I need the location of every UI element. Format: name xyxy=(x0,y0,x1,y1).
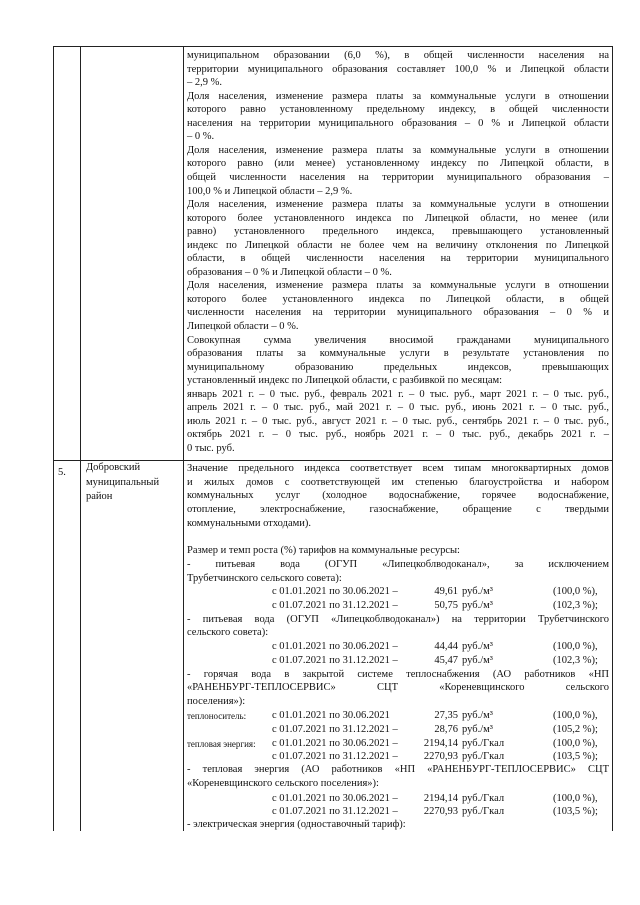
text-line: населения на территории муниципального образования – 0 % и Липецкой области xyxy=(187,117,609,129)
tariff-growth: (100,0 %), xyxy=(553,710,598,721)
tariff-growth: (103,5 %); xyxy=(553,806,598,817)
text-line: – 2,9 %. xyxy=(187,77,222,89)
text-line: 100,0 % и Липецкой области – 2,9 %. xyxy=(187,185,353,197)
tariff-unit: руб./м³ xyxy=(462,655,493,666)
text-line: которого равно (или менее) установленному индексу по Липецкой области, в xyxy=(187,158,609,170)
text-line: октябрь 2021 г. – 0 тыс. руб., ноябрь 2021 г. – 0 тыс. руб., декабрь 2021 г. – xyxy=(187,429,609,441)
text-line: «РАНЕНБУРГ-ТЕПЛОСЕРВИС» СЦТ «Кореневщинского сельского xyxy=(187,682,609,694)
tariff-period: с 01.07.2021 по 31.12.2021 – xyxy=(272,724,398,735)
text-line: Доля населения, изменение размера платы за коммунальные услуги в отношении xyxy=(187,90,609,102)
text-line: индекс по Липецкой области не более чем на величину отклонения по Липецкой xyxy=(187,239,609,251)
tariff-period: с 01.01.2021 по 30.06.2021 – xyxy=(272,793,398,804)
text-line: коммунальными отходами). xyxy=(187,517,312,529)
tariff-value: 50,75 xyxy=(434,600,458,611)
text-line: установленный индекс по Липецкой области, с разбивкой по месяцам: xyxy=(187,375,503,387)
tariff-unit: руб./м³ xyxy=(462,724,493,735)
tariff-value: 2270,93 xyxy=(423,751,458,762)
district-name: Добровский муниципальный район xyxy=(86,462,160,502)
text-line: Доля населения, изменение размера платы за коммунальные услуги в отношении xyxy=(187,144,609,156)
tariff-growth: (100,0 %), xyxy=(553,793,598,804)
text-line: - электрическая энергия (одноставочный тариф): xyxy=(187,819,406,831)
table-border-col2 xyxy=(183,46,184,831)
tariff-value: 2194,14 xyxy=(423,793,458,804)
tariff-value: 27,35 xyxy=(434,710,458,721)
tariff-growth: (102,3 %); xyxy=(553,655,598,666)
text-line: численности населения на территории муниципального образования – 0 % и xyxy=(187,307,609,319)
text-line: апрель 2021 г. – 0 тыс. руб., май 2021 г. – 0 тыс. руб., июнь 2021 г. – 0 тыс. руб., xyxy=(187,402,609,414)
text-line: территории муниципального образования составляет 100,0 % и Липецкой области xyxy=(187,63,609,75)
tariff-unit: руб./м³ xyxy=(462,600,493,611)
tariff-period: с 01.07.2021 по 31.12.2021 – xyxy=(272,806,398,817)
table-border-right xyxy=(612,46,613,831)
text-line: июль 2021 г. – 0 тыс. руб., август 2021 г. – 0 тыс. руб., сентябрь 2021 г. – 0 тыс. руб., xyxy=(187,415,609,427)
text-line: Совокупная сумма увеличения вносимой гражданами муниципального xyxy=(187,334,609,346)
tariff-growth: (100,0 %), xyxy=(553,738,598,749)
tariff-value: 28,76 xyxy=(434,724,458,735)
tariff-label: тепловая энергия: xyxy=(187,739,256,749)
text-line: 0 тыс. руб. xyxy=(187,442,235,454)
text-line: равно) установленного предельного индекса, превышающего установленный xyxy=(187,226,609,238)
text-line: - питьевая вода (ОГУП «Липецкоблводоканал», за исключением xyxy=(187,558,609,570)
tariff-period: с 01.01.2021 по 30.06.2021 – xyxy=(272,586,398,597)
tariff-unit: руб./Гкал xyxy=(462,738,505,749)
tariff-period: с 01.01.2021 по 30.06.2021 – xyxy=(272,738,398,749)
tariff-growth: (100,0 %), xyxy=(553,641,598,652)
text-line: Липецкой области – 0 %. xyxy=(187,321,299,332)
tariff-unit: руб./м³ xyxy=(462,641,493,652)
tariff-label: теплоноситель: xyxy=(187,711,247,721)
tariff-value: 45,47 xyxy=(434,655,458,666)
text-line: Доля населения, изменение размера платы за коммунальные услуги в отношении xyxy=(187,199,609,211)
tariff-unit: руб./Гкал xyxy=(462,751,505,762)
tariff-growth: (105,2 %); xyxy=(553,724,598,735)
text-line: Доля населения, изменение размера платы за коммунальные услуги в отношении xyxy=(187,280,609,292)
text-line: общей численности населения на территории муниципального образования – xyxy=(187,171,609,183)
text-line: образования платы за коммунальные услуги в результате установления по xyxy=(187,348,609,360)
text-line: сельского совета): xyxy=(187,627,269,639)
text-line: - тепловая энергия (АО работников «НП «РАНЕНБУРГ-ТЕПЛОСЕРВИС» СЦТ xyxy=(187,764,609,776)
text-line: которого более установленного индекса по Липецкой области, в общей xyxy=(187,293,609,305)
row-number: 5. xyxy=(58,467,66,478)
text-line: Значение предельного индекса соответствует всем типам многоквартирных домов xyxy=(187,463,609,474)
tariff-period: с 01.01.2021 по 30.06.2021 xyxy=(272,710,390,721)
tariff-value: 2194,14 xyxy=(423,738,458,749)
tariff-unit: руб./м³ xyxy=(462,586,493,597)
text-line: коммунальных услуг (холодное водоснабжение, горячее водоснабжение, xyxy=(187,490,609,502)
text-line: Трубетчинского сельского совета): xyxy=(187,572,342,584)
text-line: и жилых домов с соответствующей им степенью благоустройства и набором xyxy=(187,476,609,488)
text-line: которого равно установленному предельному индексу, в общей численности xyxy=(187,104,609,116)
tariff-period: с 01.01.2021 по 30.06.2021 – xyxy=(272,641,398,652)
text-line: Размер и темп роста (%) тарифов на коммунальные ресурсы: xyxy=(187,545,460,557)
text-line: - питьевая вода (ОГУП «Липецкоблводоканал») на территории Трубетчинского xyxy=(187,613,609,625)
tariff-growth: (102,3 %); xyxy=(553,600,598,611)
text-line: муниципальном образовании (6,0 %), в общей численности населения на xyxy=(187,50,609,61)
text-line: поселения»): xyxy=(187,695,246,707)
text-line: – 0 %. xyxy=(187,131,215,143)
tariff-period: с 01.07.2021 по 31.12.2021 – xyxy=(272,600,398,611)
tariff-value: 2270,93 xyxy=(423,806,458,817)
text-line: образования – 0 % и Липецкой области – 0 %. xyxy=(187,266,392,278)
text-line: «Кореневщинского сельского поселения»): xyxy=(187,778,379,790)
table-border-left xyxy=(53,46,54,831)
tariff-unit: руб./Гкал xyxy=(462,793,505,804)
tariff-value: 49,61 xyxy=(434,586,458,597)
table-border-col1 xyxy=(80,46,81,831)
tariff-growth: (103,5 %); xyxy=(553,751,598,762)
text-line: муниципальному образованию предельных индексов, превышающих xyxy=(187,361,609,373)
text-line: - горячая вода в закрытой системе теплоснабжения (АО работников «НП xyxy=(187,668,609,680)
tariff-unit: руб./Гкал xyxy=(462,806,505,817)
tariff-period: с 01.07.2021 по 31.12.2021 – xyxy=(272,655,398,666)
text-line: которого более установленного индекса по Липецкой области, но менее (или xyxy=(187,212,609,224)
tariff-growth: (100,0 %), xyxy=(553,586,598,597)
text-line: области, в общей численности населения на территории муниципального xyxy=(187,253,609,265)
text-line: отопление, электроснабжение, газоснабжение, обращение с твердыми xyxy=(187,504,609,516)
text-line: январь 2021 г. – 0 тыс. руб., февраль 2021 г. – 0 тыс. руб., март 2021 г. – 0 тыс. руб., xyxy=(187,388,609,400)
tariff-value: 44,44 xyxy=(434,641,458,652)
table-border-top xyxy=(53,46,613,47)
tariff-period: с 01.07.2021 по 31.12.2021 – xyxy=(272,751,398,762)
tariff-unit: руб./м³ xyxy=(462,710,493,721)
